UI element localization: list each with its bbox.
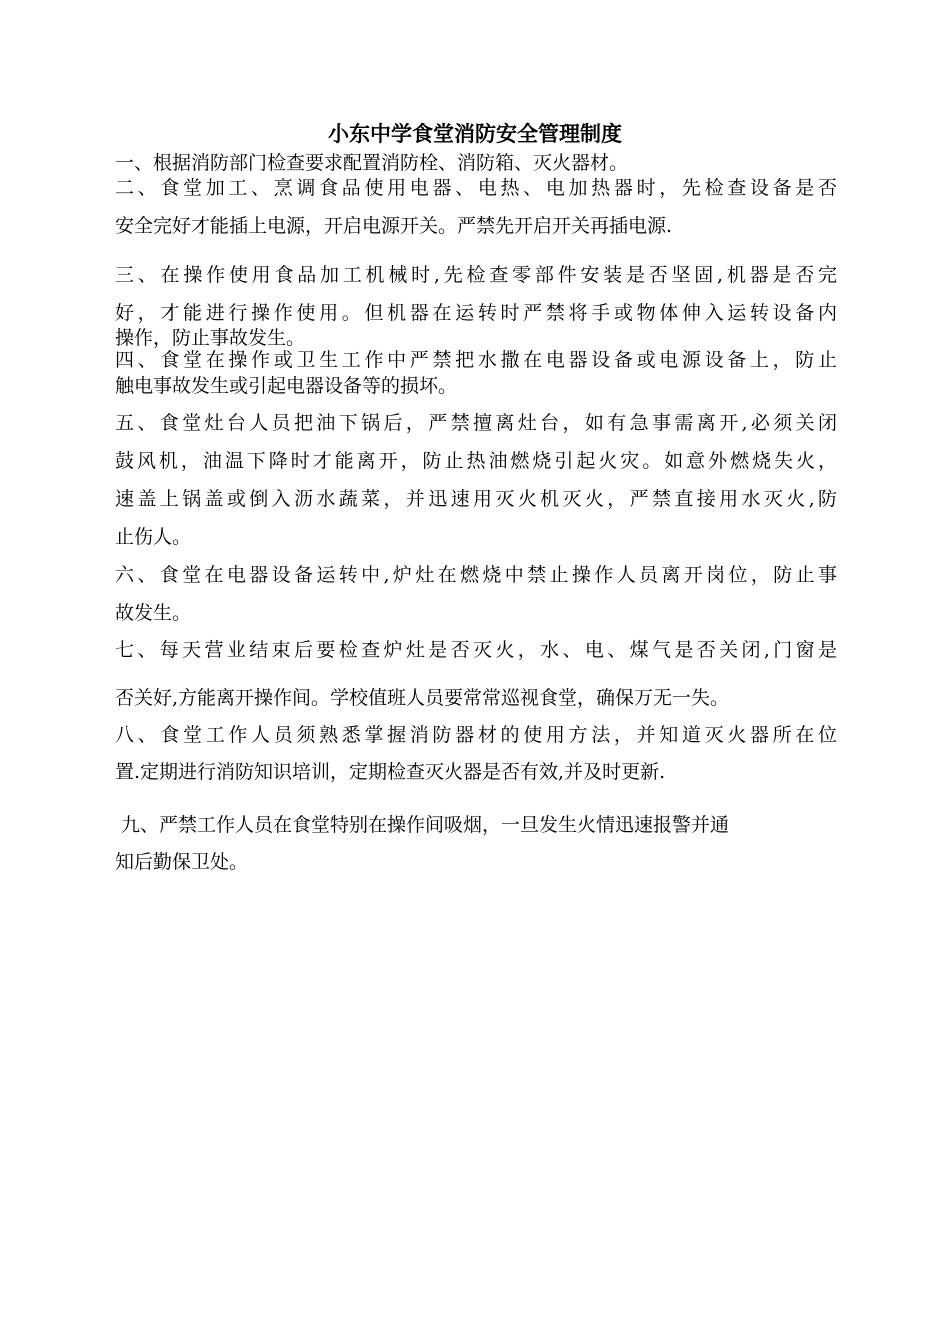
- rule-item-5-line-1: 五、食堂灶台人员把油下锅后，严禁擅离灶台，如有急事需离开,必须关闭: [115, 412, 837, 434]
- rule-item-1-line-1: 一、根据消防部门检查要求配置消防栓、消防箱、灭火器材。: [115, 152, 629, 174]
- rule-item-7-line-2: 否关好,方能离开操作间。学校值班人员要常常巡视食堂，确保万无一失。: [115, 687, 730, 709]
- rule-item-4: [115, 345, 837, 401]
- rule-item-9-line-2: 知后勤保卫处。: [115, 851, 249, 873]
- rule-item-5: [115, 408, 837, 554]
- rule-item-3-line-1: 三、在操作使用食品加工机械时,先检查零部件安装是否坚固,机器是否完: [115, 264, 837, 286]
- rule-item-8: [115, 720, 837, 790]
- rule-item-2: [115, 173, 837, 243]
- rule-item-9: [115, 810, 837, 880]
- rule-item-7: [115, 635, 837, 715]
- rule-item-5-line-3: 速盖上锅盖或倒入沥水蔬菜，并迅速用灭火机灭火，严禁直接用水灭火,防: [115, 488, 837, 510]
- rule-item-6-line-2: 故发生。: [115, 602, 192, 624]
- rule-item-3: [115, 260, 837, 356]
- rule-item-3-line-2: 好，才能进行操作使用。但机器在运转时严禁将手或物体伸入运转设备内: [115, 302, 837, 324]
- rule-item-8-line-1: 八、食堂工作人员须熟悉掌握消防器材的使用方法，并知道灭火器所在位: [115, 724, 837, 746]
- rule-item-2-line-1: 二、食堂加工、烹调食品使用电器、电热、电加热器时，先检查设备是否: [115, 177, 837, 199]
- document-title: 小东中学食堂消防安全管理制度: [328, 121, 622, 146]
- rule-item-9-line-1: 九、严禁工作人员在食堂特别在操作间吸烟，一旦发生火情迅速报警并通: [115, 814, 730, 836]
- rule-item-7-line-1: 七、每天营业结束后要检查炉灶是否灭火，水、电、煤气是否关闭,门窗是: [115, 639, 837, 661]
- rule-item-8-line-2: 置.定期进行消防知识培训，定期检查灭火器是否有效,并及时更新.: [115, 761, 666, 783]
- rule-item-1: [115, 148, 837, 176]
- rule-item-5-line-2: 鼓风机，油温下降时才能离开，防止热油燃烧引起火灾。如意外燃烧失火，: [115, 450, 837, 472]
- rule-item-6: [115, 560, 837, 630]
- rule-item-4-line-2: 触电事故发生或引起电器设备等的损坏。: [115, 375, 458, 397]
- rule-item-5-line-4: 止伤人。: [115, 526, 192, 548]
- rule-item-6-line-1: 六、食堂在电器设备运转中,炉灶在燃烧中禁止操作人员离开岗位，防止事: [115, 564, 837, 586]
- rule-item-3-line-3: 操作，防止事故发生。: [115, 327, 306, 349]
- rule-item-2-line-2: 安全完好才能插上电源，开启电源开关。严禁先开启开关再插电源.: [115, 215, 673, 237]
- rule-item-4-line-1: 四、食堂在操作或卫生工作中严禁把水撒在电器设备或电源设备上，防止: [115, 349, 837, 371]
